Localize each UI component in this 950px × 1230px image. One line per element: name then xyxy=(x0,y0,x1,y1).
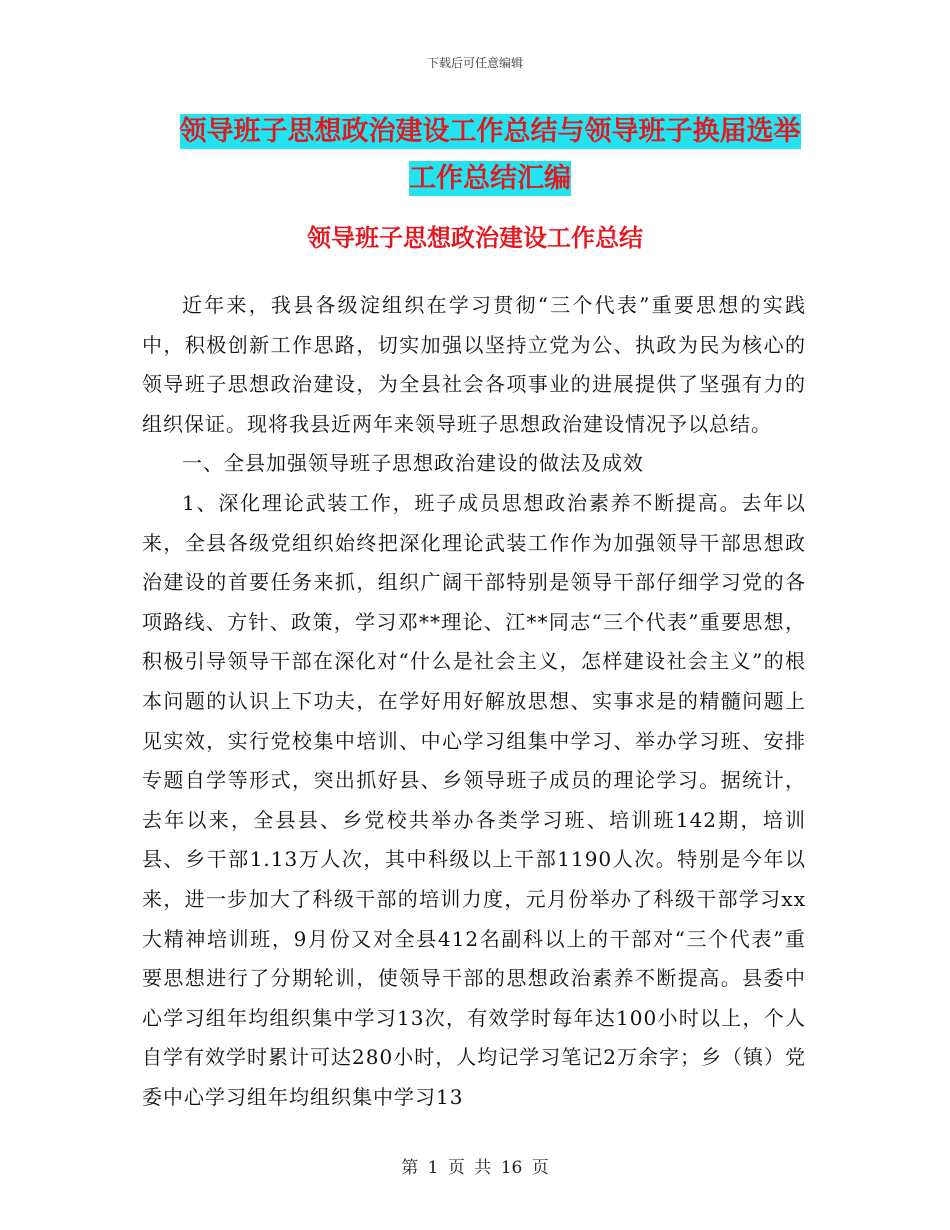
header-note: 下载后可任意编辑 xyxy=(426,56,523,70)
document-title-line-2: 工作总结汇编 xyxy=(409,163,571,194)
document-title xyxy=(140,108,840,202)
paragraph-intro: 近年来，我县各级淀组织在学习贯彻“三个代表”重要思想的实践中，积极创新工作思路，切实加强以坚持立党为公、执政为民为核心的领导班子思想政治建设，为全县社会各项事业的进展提供了坚强有力的组织保证。现将我县近两年来领导班子思想政治建设情况予以总结。 xyxy=(142,293,806,436)
paragraph-item-1: 1、深化理论武装工作，班子成员思想政治素养不断提高。去年以来，全县各级党组织始终把深化理论武装工作作为加强领导干部思想政治建设的首要任务来抓，组织广阔干部特别是领导干部仔细学习党的各项路线、方针、政策，学习邓**理论、江**同志“三个代表”重要思想，积极引导领导干部在深化对“什么是社会主义，怎样建设社会主义”的根本问题的认识上下功夫，在学好用好解放思想、实事求是的精髓问题上见实效，实行党校集中培训、中心学习组集中学习、举办学习班、安排专题自学等形式，突出抓好县、乡领导班子成员的理论学习。据统计，去年以来，全县县、乡党校共举办各类学习班、培训班142期，培训县、乡干部1.13万人次，其中科级以上干部1190人次。特别是今年以来，进一步加大了科级干部的培训力度，元月份举办了科级干部学习xx大精神培训班，9月份又对全县412名副科以上的干部对“三个代表”重要思想进行了分期轮训，使领导干部的思想政治素养不断提高。县委中心学习组年均组织集中学习13次，有效学时每年达100小时以上，个人自学有效学时累计可达280小时，人均记学习笔记2万余字；乡（镇）党委中心学习组年均组织集中学习13 xyxy=(142,490,806,1109)
body-text xyxy=(142,286,806,1117)
page-footer: 第 1 页 共 16 页 xyxy=(401,1158,549,1178)
document-title-line-1: 领导班子思想政治建设工作总结与领导班子换届选举 xyxy=(179,116,801,147)
paragraph-heading-1: 一、全县加强领导班子思想政治建设的做法及成效 xyxy=(182,451,644,476)
section-title: 领导班子思想政治建设工作总结 xyxy=(307,224,643,252)
